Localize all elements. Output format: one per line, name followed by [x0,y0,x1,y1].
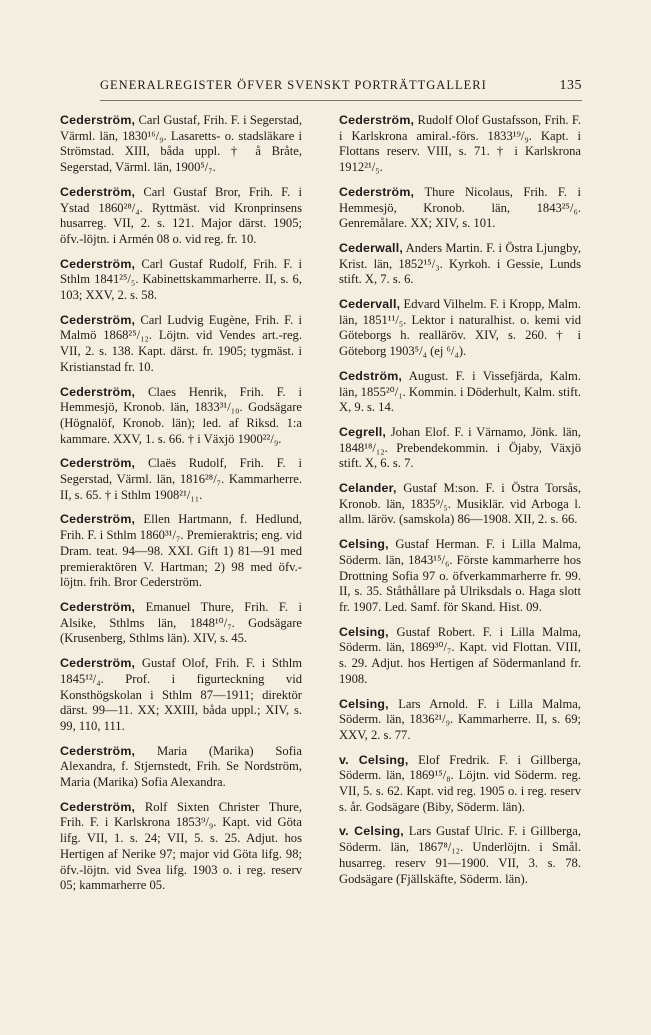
register-entry [339,824,581,887]
entry-surname: Cederström, [60,512,136,527]
header-title: GENERALREGISTER ÖFVER SVENSKT PORTRÄTTGALLERI [100,78,487,92]
entry-text: Gustaf M:son. F. i Östra Torsås, Kronob. län, 1835⁹/₅. Musiklär. vid Arboga l. allm. läröv. (samskola) 86—1908. XII, 2. s. 66. [339,481,581,527]
entry-surname: Cederström, [339,113,415,127]
entry-surname: Celsing, [339,624,389,639]
entry-text: Gustaf Olof, Frih. F. i Sthlm 1845¹²/₄. Prof. i figurteckning vid Konsthögskolan i Sthlm 87—1911; direktör därst. 99—11. XX; XXIII, båda uppl.; XIV, s. 99, 110, 111. [60,656,302,733]
entry-surname: Cedström, [339,368,403,383]
left-column [60,113,302,903]
entry-surname: v. Celsing, [339,752,409,767]
entry-text: Rolf Sixten Christer Thure, Frih. F. i Karlskrona 1853⁹/₉. Kapt. vid Göta lifg. VII, 1. s. 24; VII, 5. s. 25. Adjut. hos Hertigen af Nerike 97; major vid Göta lifg. 98; öfv.-löjtn. vid Svea lifg. 1903 o. i reg. reserv 05; kammarherre 05. [60,799,302,893]
register-entry [339,425,581,472]
entry-text: Maria (Marika) Sofia Alexandra, f. Stjernstedt, Frih. Se Nordström, Maria (Marika) Sofia Alexandra. [60,743,302,790]
entry-text: Emanuel Thure, Frih. F. i Alsike, Sthlms län, 1848¹⁰/₇. Godsägare (Krusenberg, Sthlms län). XIV, s. 45. [60,599,302,646]
entry-surname: Cederström, [60,113,136,127]
register-entry [339,113,581,176]
register-entry [339,369,581,416]
entry-text: Elof Fredrik. F. i Gillberga, Söderm. län, 1869¹⁵/₈. Löjtn. vid Söderm. reg. VII, 5. s. 62. Kapt. vid reg. 1905 o. i reg. reserv s. år. Godsägare (Biby, Söderm. län). [339,752,581,814]
entry-surname: v. Celsing, [339,824,404,839]
entry-surname: Cederström, [60,743,136,758]
register-entry [339,297,581,360]
register-entry [60,113,302,176]
entry-surname: Cederström, [60,312,136,327]
entry-text: Rudolf Olof Gustafsson, Frih. F. i Karlskrona amiral.-förs. 1833¹⁹/₉. Kapt. i Flottans reserv. VIII, s. 71. † i Karlskrona 1912²¹/₅. [339,113,581,175]
entry-text: Carl Gustaf Bror, Frih. F. i Ystad 1860²⁸/₄. Ryttmäst. vid Kronprinsens husarreg. VII, 2. s. 121. Major därst. 1905; öfv.-löjtn. i Armén 08 o. vid reg. fr. 10. [60,184,302,246]
register-entry [60,385,302,448]
register-entry [60,257,302,304]
register-entry [60,185,302,248]
entry-text: Thure Nicolaus, Frih. F. i Hemmesjö, Kronob. län, 1843²⁵/₆. Genremålare. XX; XIV, s. 101. [339,184,582,231]
entry-surname: Cedervall, [339,297,401,312]
register-entry [339,697,581,744]
register-entry [339,753,581,816]
entry-surname: Celander, [339,481,397,496]
running-header [100,78,582,101]
entry-text: Gustaf Herman. F. i Lilla Malma, Söderm. län, 1843¹⁵/₆. Förste kammarherre hos Drottning Sofia 97 o. öfverkammarherre fr. 99. II, s. 35. Ståthållare på Ulriksdals o. Haga slott fr. 1907. Led. Samf. för Skand. Hist. 09. [339,537,581,614]
register-entry [339,481,581,528]
register-entry [60,800,302,894]
entry-surname: Celsing, [339,696,389,711]
register-entry [60,456,302,503]
entry-surname: Cederwall, [339,240,403,255]
entry-text: Carl Ludvig Eugène, Frih. F. i Malmö 1868²⁵/₁₂. Löjtn. vid Vendes art.-reg. VII, 2. s. 138. Kapt. därst. fr. 1905; tygmäst. i Kristianstad fr. 10. [60,312,302,374]
entry-text: Gustaf Robert. F. i Lilla Malma, Söderm. län, 1869³⁰/₇. Kapt. vid Flottan. VIII, s. 29. Adjut. hos Hertigen af Södermanland fr. 1908. [339,624,582,686]
entry-surname: Cederström, [60,256,136,271]
register-entry [339,241,581,288]
entry-text: Ellen Hartmann, f. Hedlund, Frih. F. i Sthlm 1860³¹/₇. Premieraktris; eng. vid Dram. teat. 94—98. XXI. Gift 1) 81—91 med premieraktören V. Hartman; 2) 98 med öfv.-löjtn. frih. Bror Cederström. [60,512,302,590]
register-entry [60,512,302,591]
register-entry [60,656,302,735]
entry-text: Johan Elof. F. i Värnamo, Jönk. län, 1848¹⁸/₁₂. Prebendekommin. i Öjaby, Växjö stift. X, 6. s. 7. [339,424,582,471]
page-number: 135 [559,78,582,93]
entry-surname: Cederström, [339,184,415,199]
entry-surname: Celsing, [339,537,389,552]
entry-text: Claes Henrik, Frih. F. i Hemmesjö, Kronob. län, 1833³¹/₁₀. Godsägare (Högnalöf, Kronob. län); led. af Riksd. 1:a kammare. XXV, 1. s. 66. † i Växjö 1900²²/₉. [60,384,302,446]
right-column [339,113,581,896]
register-entry [60,744,302,791]
entry-surname: Cederström, [60,656,136,671]
register-entry [339,625,581,688]
entry-surname: Cederström, [60,384,136,399]
register-entry [339,185,581,232]
entry-text: August. F. i Vissefjärda, Kalm. län, 1855²⁰/₁. Kommin. i Döderhult, Kalm. stift. X, 9. s. 14. [339,368,581,415]
register-entry [60,313,302,376]
entry-text: Anders Martin. F. i Östra Ljungby, Krist. län, 1852¹⁵/₃. Kyrkoh. i Gessie, Lunds stift. X, 7. s. 6. [339,240,581,287]
entry-surname: Cederström, [60,456,136,471]
entry-text: Carl Gustaf Rudolf, Frih. F. i Sthlm 1841²⁵/₅. Kabinettskammarherre. II, s. 6, 103; XXV, 2. s. 58. [60,256,302,303]
register-entry [60,600,302,647]
entry-text: Edvard Vilhelm. F. i Kropp, Malm. län, 1851¹¹/₅. Lektor i naturalhist. o. kemi vid Göteborgs h. realläröv. XIV, s. 260. † i Göteborg 1903⁵/₄ (ej ⁶/₄). [339,297,581,359]
entry-text: Claës Rudolf, Frih. F. i Segerstad, Värml. län, 1816²⁸/₇. Kammarherre. II, s. 65. † i Sthlm 1908²¹/₁₁. [60,456,302,502]
entry-surname: Cederström, [60,184,136,199]
entry-text: Lars Arnold. F. i Lilla Malma, Söderm. län, 1836²¹/₉. Kammarherre. II, s. 69; XXV, 2. s. 77. [339,696,581,742]
register-entry [339,537,581,616]
entry-text: Lars Gustaf Ulric. F. i Gillberga, Söderm. län, 1867⁸/₁₂. Underlöjtn. i Smål. husarreg. reserv 91—1900. VII, 3. s. 78. Godsägare (Fjällskäfte, Söderm. län). [339,824,581,886]
entry-surname: Cederström, [60,799,136,814]
entry-text: Carl Gustaf, Frih. F. i Segerstad, Värml. län, 1830¹⁶/₉. Lasaretts- o. stadsläkare i Strömstad. XIII, båda uppl. † å Bråte, Segerstad, Värml. län, 1900⁵/₇. [60,113,302,175]
entry-surname: Cegrell, [339,424,387,439]
entry-surname: Cederström, [60,599,136,614]
